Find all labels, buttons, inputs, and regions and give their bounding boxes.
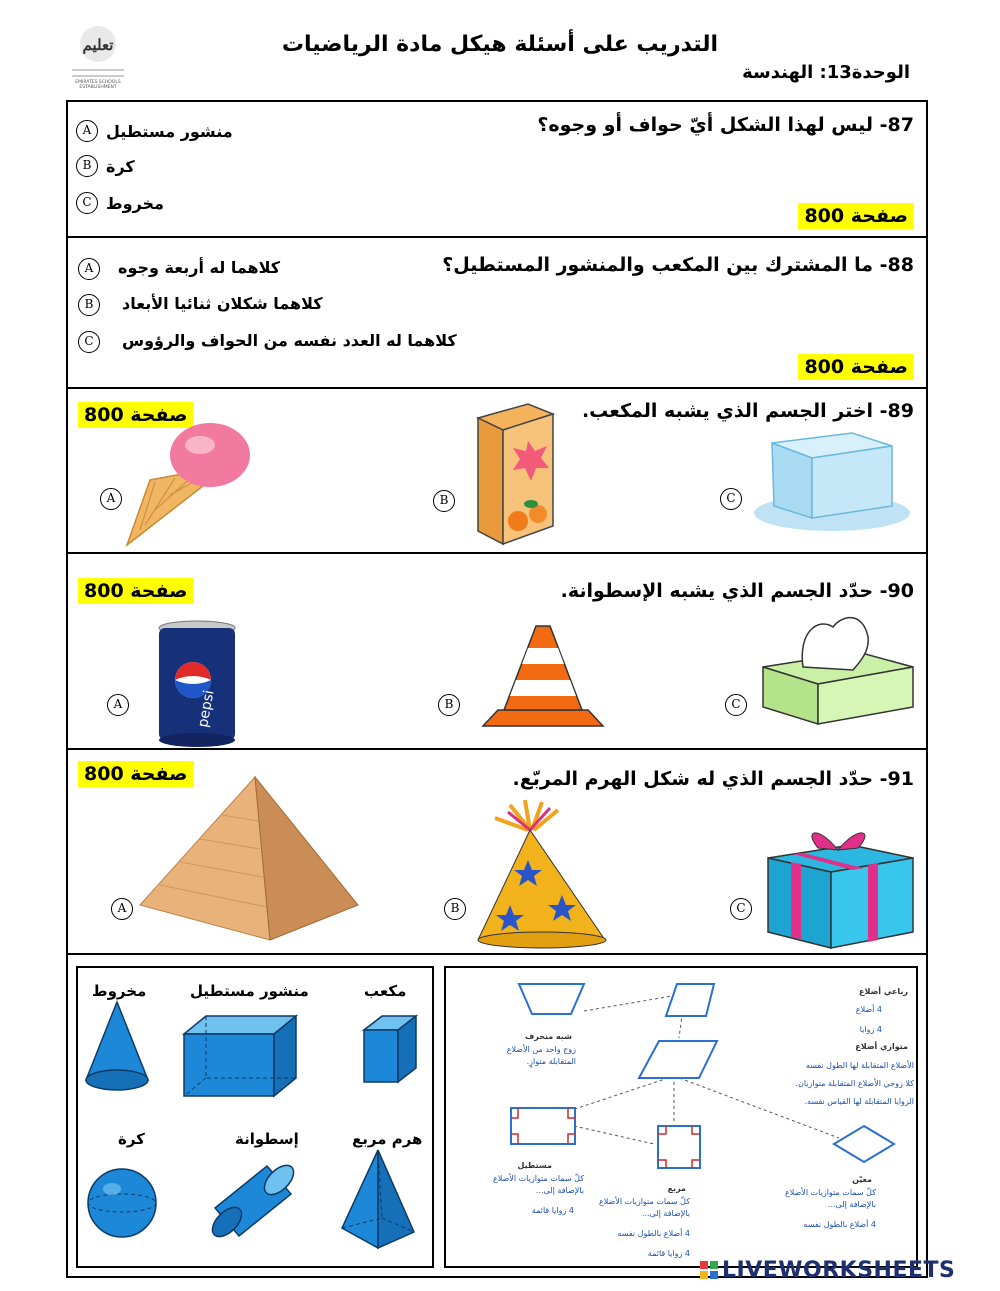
question-88: 88- ما المشترك بين المكعب والمنشور المستطيل؟: [442, 254, 914, 276]
rectangle-line: كلّ سمات متوازيات الأضلاع: [492, 1174, 584, 1183]
square-pyramid-icon: [338, 1148, 418, 1258]
rectangle-title: مستطيل: [517, 1161, 552, 1170]
q87-option-b[interactable]: كرة: [106, 157, 135, 176]
option-letter-b[interactable]: B: [438, 694, 460, 716]
quad-title: رباعي أضلاع: [859, 987, 908, 996]
option-letter-a[interactable]: A: [78, 258, 100, 280]
trapezoid-line: المتقابلة متوازٍ.: [526, 1057, 576, 1066]
quad-line: 4 أضلاع: [855, 1005, 882, 1014]
option-letter-b[interactable]: B: [433, 490, 455, 512]
q88-option-a[interactable]: كلاهما له أربعة وجوه: [118, 258, 281, 277]
page-title: التدريب على أسئلة هيكل مادة الرياضيات: [281, 32, 719, 57]
square-line: بالإضافة إلى...: [641, 1209, 690, 1218]
option-letter-a[interactable]: A: [76, 120, 98, 142]
question-90: 90- حدّد الجسم الذي يشبه الإسطوانة.: [560, 580, 914, 602]
label-sphere: كرة: [118, 1130, 145, 1148]
q87-option-a[interactable]: منشور مستطيل: [106, 122, 233, 141]
square-title: مربع: [667, 1184, 686, 1193]
q88-option-b[interactable]: كلاهما شكلان ثنائيا الأبعاد: [122, 294, 323, 313]
square-line: كلّ سمات متوازيات الأضلاع: [598, 1197, 690, 1206]
rectangle-line: 4 زوايا قائمة: [531, 1206, 574, 1215]
divider: [66, 236, 928, 238]
ice-cream-icon[interactable]: [115, 410, 255, 560]
unit-title: الوحدة13: الهندسة: [742, 62, 910, 83]
trapezoid-title: شبه منحرف: [524, 1032, 572, 1041]
cylinder-icon: [205, 1158, 305, 1248]
rhombus-line: كلّ سمات متوازيات الأضلاع: [784, 1188, 876, 1197]
option-letter-b[interactable]: B: [444, 898, 466, 920]
option-letter-a[interactable]: A: [111, 898, 133, 920]
party-hat-icon[interactable]: [470, 800, 610, 950]
footer-brand[interactable]: [700, 1258, 955, 1283]
juice-box-icon[interactable]: [473, 396, 563, 546]
parallelogram-line: الزوايا المتقابلة لها القياس نفسه.: [804, 1097, 914, 1106]
option-letter-c[interactable]: C: [78, 331, 100, 353]
page-reference: صفحة 800: [798, 203, 914, 229]
option-letter-c[interactable]: C: [720, 488, 742, 510]
trapezoid-line: زوج واحد من الأضلاع: [506, 1045, 576, 1054]
option-letter-b[interactable]: B: [76, 155, 98, 177]
rhombus-line: 4 أضلاع بالطول نفسه: [803, 1220, 876, 1229]
page-reference: صفحة 800: [78, 402, 194, 428]
page-reference: صفحة 800: [78, 578, 194, 604]
tissue-box-icon[interactable]: [758, 612, 918, 732]
rhombus-line: بالإضافة إلى...: [827, 1200, 876, 1209]
divider: [66, 953, 928, 955]
label-cube: مكعب: [364, 982, 407, 1000]
soda-can-icon[interactable]: [155, 620, 245, 750]
sphere-icon: [86, 1165, 166, 1245]
page-reference: صفحة 800: [798, 354, 914, 380]
cube-icon: [360, 1012, 420, 1092]
option-letter-a[interactable]: A: [100, 488, 122, 510]
label-square-pyramid: هرم مربع: [352, 1130, 423, 1148]
footer-brand-text: LIVEWORKSHEETS: [722, 1258, 956, 1283]
parallelogram-title: متوازي أضلاع: [855, 1042, 908, 1051]
logo-subtitle: EMIRATES SCHOOLS ESTABLISHMENT: [75, 80, 121, 90]
cone-icon: [82, 1000, 152, 1100]
question-91: 91- حدّد الجسم الذي له شكل الهرم المربّع.: [512, 768, 914, 790]
q87-option-c[interactable]: مخروط: [106, 194, 164, 213]
rectangular-prism-icon: [180, 1012, 300, 1102]
option-letter-c[interactable]: C: [76, 192, 98, 214]
pyramid-icon[interactable]: [130, 775, 360, 945]
option-letter-c[interactable]: C: [725, 694, 747, 716]
q88-option-c[interactable]: كلاهما له العدد نفسه من الحواف والرؤوس: [122, 331, 457, 350]
label-cone: مخروط: [92, 982, 147, 1000]
label-cylinder: إسطوانة: [235, 1130, 299, 1148]
can-brand-text: pepsi: [195, 688, 218, 729]
option-letter-b[interactable]: B: [78, 294, 100, 316]
square-line: 4 أضلاع بالطول نفسه: [617, 1229, 690, 1238]
question-89: 89- اختر الجسم الذي يشبه المكعب.: [581, 400, 914, 422]
option-letter-c[interactable]: C: [730, 898, 752, 920]
parallelogram-line: كلا زوجي الأضلاع المتقابلة متوازيان.: [795, 1079, 914, 1088]
divider: [66, 387, 928, 389]
gift-box-icon[interactable]: [763, 820, 923, 950]
traffic-cone-icon[interactable]: [478, 618, 608, 738]
option-letter-a[interactable]: A: [107, 694, 129, 716]
question-87: 87- ليس لهذا الشكل أيّ حواف أو وجوه؟: [537, 114, 914, 136]
rectangle-line: بالإضافة إلى...: [535, 1186, 584, 1195]
square-line: 4 زوايا قائمة: [647, 1249, 690, 1258]
rhombus-title: معيّن: [852, 1175, 872, 1184]
quad-line: 4 زوايا: [859, 1025, 882, 1034]
liveworksheets-icon: [700, 1261, 718, 1279]
label-rectangular-prism: منشور مستطيل: [190, 982, 309, 1000]
logo-text: تعليم: [82, 36, 114, 54]
parallelogram-line: الأضلاع المتقابلة لها الطول نفسه: [805, 1061, 914, 1070]
page-reference: صفحة 800: [78, 761, 194, 787]
ice-cube-icon[interactable]: [752, 428, 912, 538]
